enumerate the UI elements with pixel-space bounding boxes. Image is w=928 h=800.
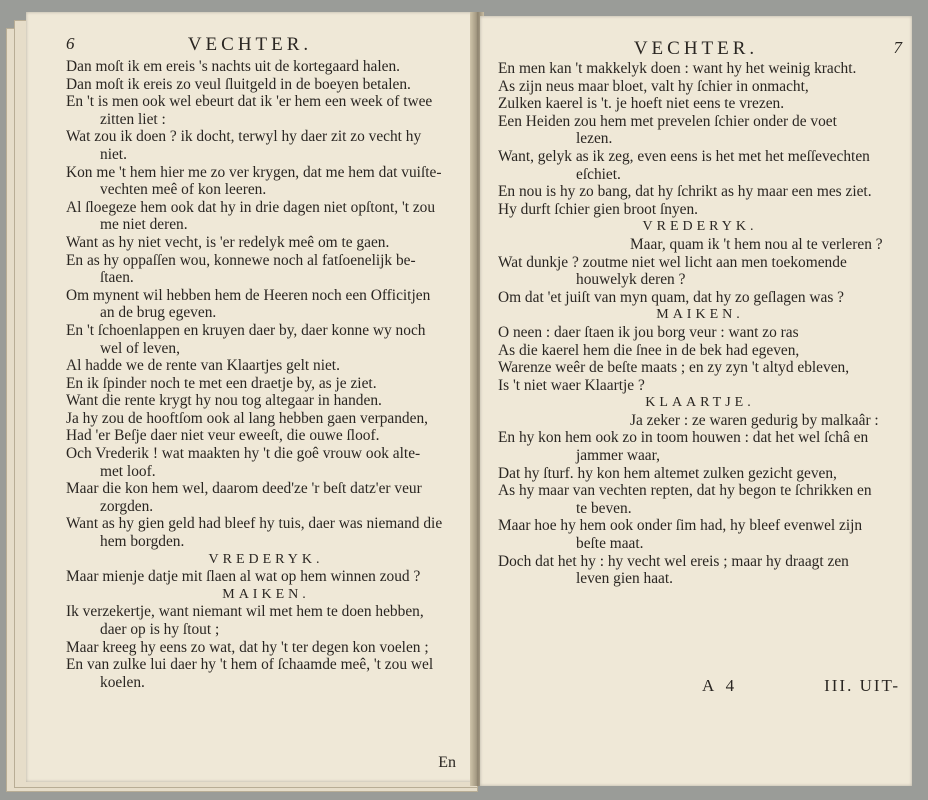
left-page [26, 12, 474, 782]
text-line: Want as hy gien geld had bleef hy tuis, daer was niemand die [66, 515, 443, 533]
text-line: Maar hoe hy hem ook onder ſim had, hy bleef evenwel zijn [498, 517, 863, 535]
text-line: me niet deren. [100, 216, 188, 234]
text-line: Om dat 'et juiſt van myn quam, dat hy zo geſlagen was ? [498, 288, 844, 306]
text-line: Want as hy niet vecht, is 'er redelyk meê om te gaen. [66, 233, 390, 251]
text-line: As zijn neus maar bloet, valt hy ſchier in onmacht, [498, 77, 809, 95]
text-line: Wat zou ik doen ? ik docht, terwyl hy daer zit zo vecht hy [66, 128, 422, 146]
running-head-title: VECHTER. [187, 34, 313, 55]
text-line: met loof. [100, 462, 156, 480]
text-line: En men kan 't makkelyk doen : want hy het weinig kracht. [498, 60, 857, 77]
text-line: lezen. [576, 130, 613, 148]
text-line: As hy maar van vechten repten, dat hy begon te ſchrikken en [498, 482, 872, 500]
running-head-title: VECHTER. [633, 38, 759, 59]
text-line: wel of leven, [100, 339, 180, 357]
text-line: En as hy oppaſſen wou, konnewe noch al fatſoenelijk be- [66, 251, 416, 269]
text-line: eſchiet. [576, 165, 621, 183]
text-line: Dan moſt ik ereis zo veul ſluitgeld in de boeyen betalen. [66, 75, 411, 93]
speaker-name: MAIKEN. [656, 307, 744, 323]
text-line: zorgden. [100, 497, 154, 515]
text-line: Want, gelyk as ik zeg, even eens is het met het meſſevechten [498, 147, 870, 165]
text-line: Maar kreeg hy eens zo wat, dat hy 't ter degen kon voelen ; [66, 638, 429, 656]
text-line: Dat hy ſturf. hy kon hem altemet zulken gezicht geven, [498, 464, 837, 482]
speaker-name: VREDERYK. [642, 219, 758, 235]
running-head [26, 34, 474, 56]
text-line: leven gien haat. [576, 570, 674, 588]
text-line: En hy kon hem ook zo in toom houwen : dat het wel ſchâ en [498, 429, 869, 447]
text-line: Warenze weêr de beſte maats ; en zy zyn 't altyd ebleven, [498, 359, 850, 377]
text-line: En 't is men ook wel ebeurt dat ik 'er hem een week of twee [66, 93, 433, 111]
text-line: En nou is hy zo bang, dat hy ſchrikt as hy maar een mes ziet. [498, 183, 872, 201]
text-line: Wat dunkje ? zoutme niet wel licht aan men toekomende [498, 253, 847, 271]
text-line: Een Heiden zou hem met prevelen ſchier onder de voet [498, 112, 837, 130]
text-line: vechten meê of kon leeren. [100, 181, 267, 199]
text-line: daer op is hy ſtout ; [100, 621, 220, 638]
speaker-name: MAIKEN. [222, 586, 310, 602]
speaker-name: VREDERYK. [208, 551, 324, 567]
text-line: Doch dat het hy : hy vecht wel ereis ; maar hy draagt zen [498, 552, 849, 570]
text-block [66, 58, 466, 691]
text-line: Maar, quam ik 't hem nou al te verleren ? [630, 235, 883, 253]
text-line: Want die rente krygt hy nou tog altegaar in handen. [66, 392, 382, 410]
text-line: zitten liet : [100, 110, 166, 128]
catchword: En [438, 754, 456, 771]
text-line: beſte maat. [576, 535, 644, 553]
text-line: houwelyk deren ? [576, 271, 686, 289]
text-line: Och Vrederik ! wat maakten hy 't die goê vrouw ook alte- [66, 445, 421, 463]
right-page [480, 16, 912, 786]
text-line: ſtaen. [100, 269, 134, 287]
text-line: Zulken kaerel is 't. je hoeft niet eens te vrezen. [498, 95, 785, 113]
text-line: an de brug egeven. [100, 304, 217, 322]
page-number: 7 [893, 38, 902, 57]
text-line: jammer waar, [576, 447, 660, 465]
text-line: Al hadde we de rente van Klaartjes gelt niet. [66, 357, 340, 375]
text-line: te beven. [576, 499, 632, 517]
text-line: Kon me 't hem hier me zo ver krygen, dat me hem dat vuiſte- [66, 163, 442, 181]
text-line: Hy durft ſchier gien broot ſnyen. [498, 200, 699, 218]
text-line: Ik verzekertje, want niemant wil met hem te doen hebben, [66, 603, 424, 621]
text-line: O neen : daer ſtaen ik jou borg veur : want zo ras [498, 323, 799, 341]
text-line: Al ſloegeze hem ook dat hy in drie dagen niet opſtont, 't zou [66, 198, 436, 216]
text-line: Maar mienje datje mit ſlaen al wat op hem winnen zoud ? [66, 568, 421, 586]
running-head [480, 38, 912, 60]
text-line: En ik ſpinder noch te met een draetje by, as je ziet. [66, 374, 377, 392]
text-line: niet. [100, 145, 127, 163]
text-line: En 't ſchoenlappen en kruyen daer by, daer konne wy noch [66, 321, 426, 339]
text-line: Maar die kon hem wel, daarom deed'ze 'r beſt datz'er veur [66, 480, 422, 498]
catchword: III. UIT- [824, 676, 900, 695]
text-line: Om mynent wil hebben hem de Heeren noch een Officitjen [66, 286, 431, 304]
text-line: koelen. [100, 673, 145, 691]
text-line: Dan moſt ik em ereis 's nachts uit de kortegaard halen. [66, 58, 400, 75]
text-block [498, 60, 902, 588]
speaker-name: KLAARTJE. [645, 395, 755, 411]
text-line: Is 't niet waer Klaartje ? [498, 376, 645, 394]
text-line: As die kaerel hem die ſnee in de bek had egeven, [498, 341, 800, 359]
page-number: 6 [66, 34, 75, 53]
signature-mark: A 4 [702, 676, 739, 695]
text-line: Had 'er Beſje daer niet veur eweeſt, die ouwe ſloof. [66, 427, 380, 445]
text-line: Ja zeker : ze waren gedurig by malkaâr : [630, 411, 879, 429]
text-line: hem borgden. [100, 533, 185, 551]
text-line: Ja hy zou de hooftſom ook al lang hebben gaen verpanden, [66, 409, 428, 427]
text-line: En van zulke lui daer hy 't hem of ſchaamde meê, 't zou wel [66, 656, 434, 674]
